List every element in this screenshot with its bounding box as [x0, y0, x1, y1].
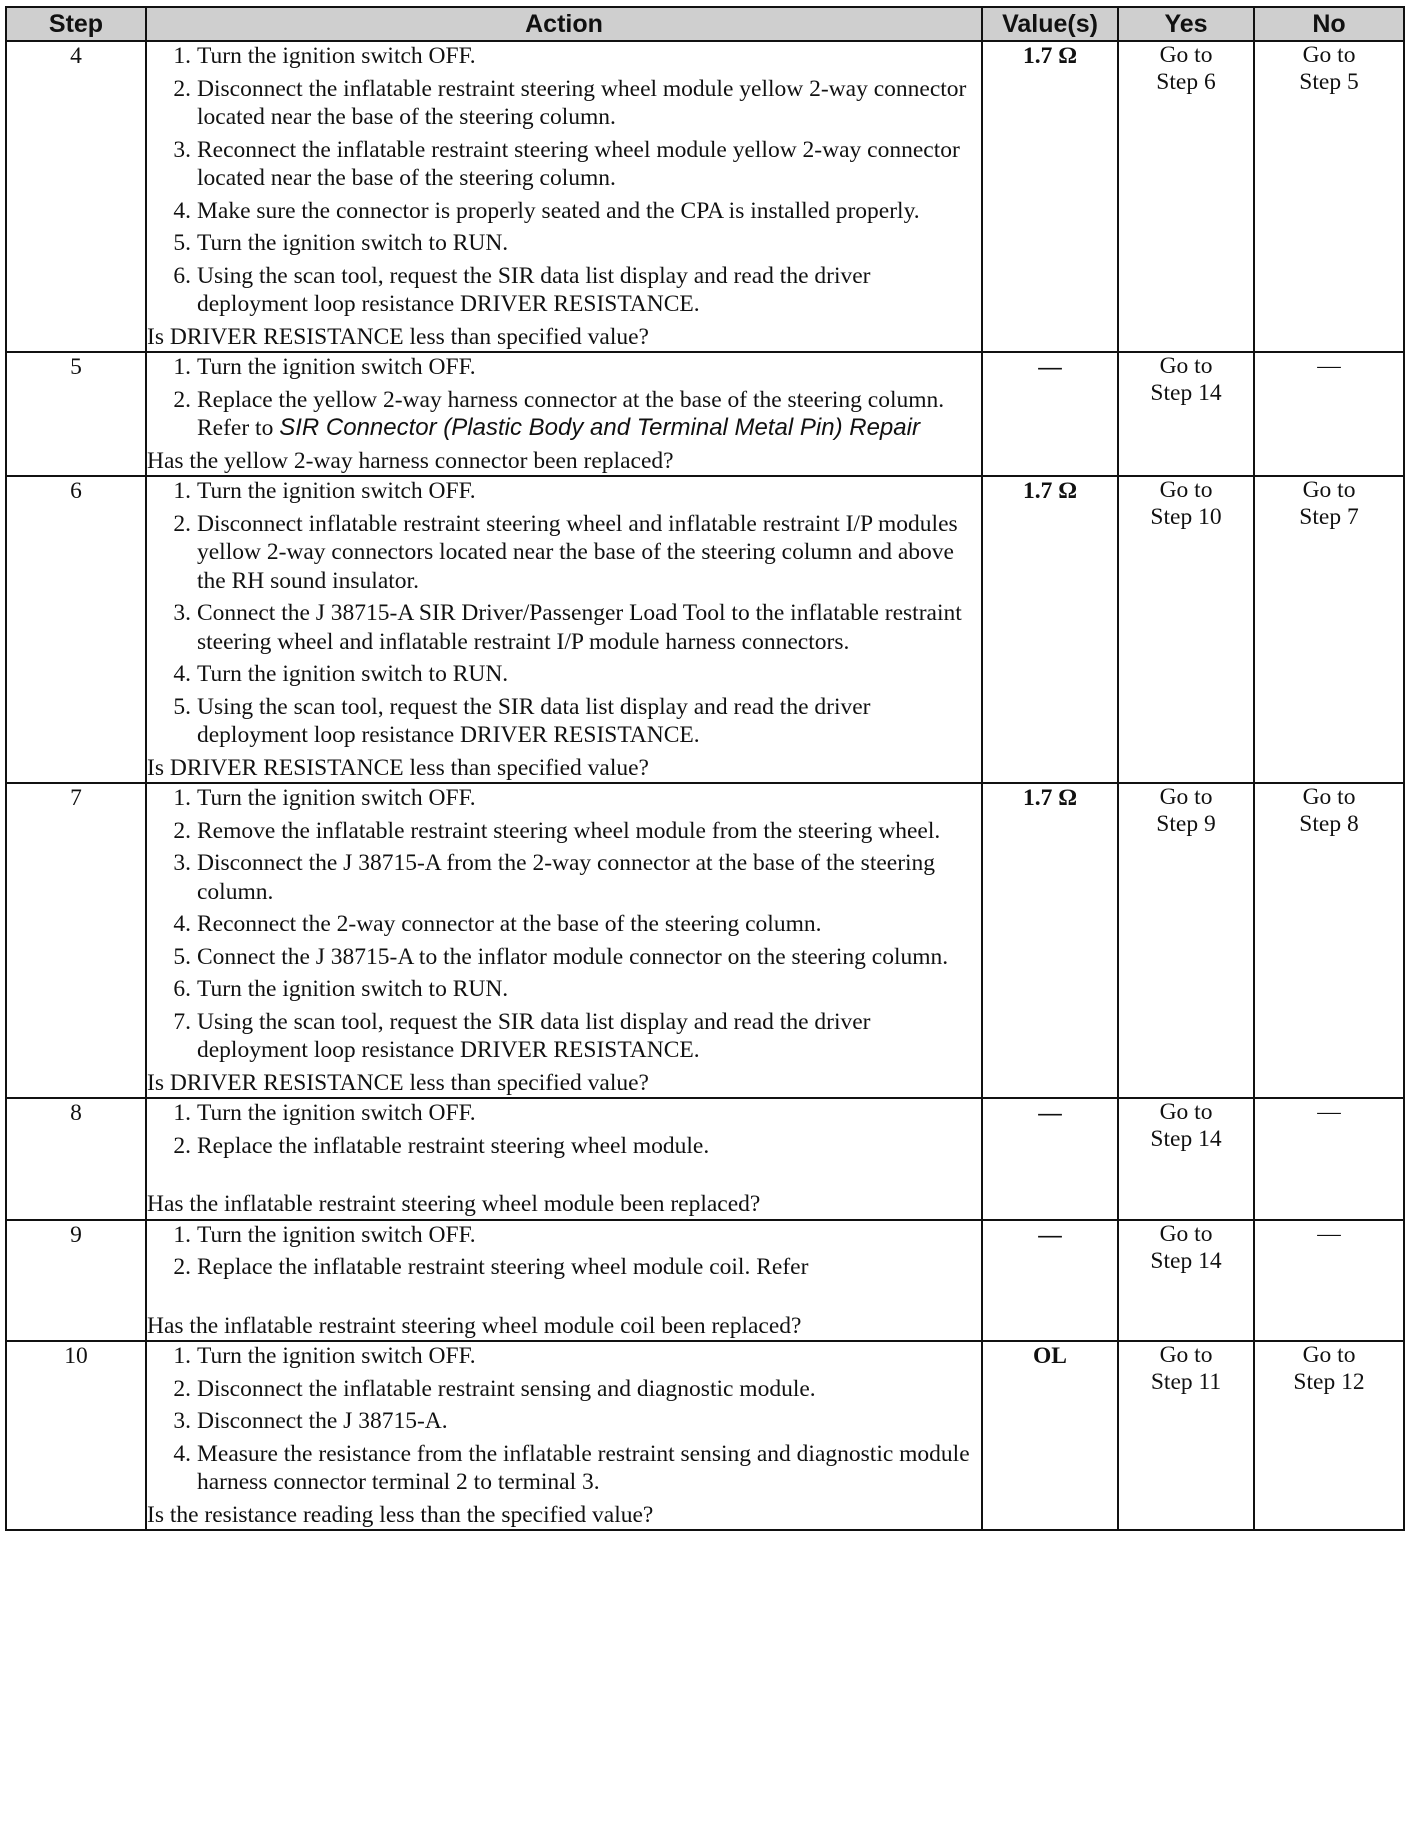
no-result: [1255, 1099, 1403, 1126]
action-item-text: Make sure the connector is properly seated and the CPA is installed properly.: [197, 197, 920, 224]
action-item-text: Measure the resistance from the inflatable restraint sensing and diagnostic module harness connector terminal 2 to terminal 3.: [197, 1440, 970, 1495]
yes-cell: [1118, 352, 1254, 476]
step-question: Has the inflatable restraint steering wheel module been replaced?: [147, 1191, 761, 1217]
action-item-number: 3.: [173, 600, 191, 626]
reference-link[interactable]: SIR Connector (Plastic Body and Terminal Metal Pin) Repair: [279, 414, 920, 441]
value-cell: [982, 783, 1118, 1098]
no-cell: [1254, 1220, 1404, 1342]
action-item-text: Turn the ignition switch OFF.: [197, 1100, 476, 1126]
step-number: 5: [6, 352, 146, 476]
step-question: Is DRIVER RESISTANCE less than specified value?: [147, 754, 649, 781]
action-item: [147, 197, 981, 226]
action-cell: [146, 352, 982, 476]
yes-result-line-2: Step 11: [1150, 1369, 1222, 1395]
action-item-number: 5.: [173, 943, 191, 970]
action-item-number: 1.: [173, 43, 191, 69]
no-cell: [1254, 1098, 1404, 1220]
action-item-text: Replace the yellow 2-way harness connector at the base of the steering column. Refer to: [197, 386, 945, 441]
action-list: [147, 1099, 981, 1160]
action-item-text: Turn the ignition switch OFF.: [197, 1221, 476, 1248]
no-cell: [1254, 476, 1404, 783]
yes-result-line-2: Step 10: [1150, 504, 1222, 530]
no-result-line-2: Step 5: [1299, 69, 1359, 95]
yes-result-line-2: Step 6: [1156, 69, 1216, 95]
action-list: [147, 42, 981, 319]
table-row: [6, 476, 1404, 783]
action-item: [147, 1132, 981, 1161]
step-number: 6: [6, 476, 146, 783]
action-item-text: Using the scan tool, request the SIR data list display and read the driver deployment loop resistance DRIVER RESISTANCE.: [197, 262, 871, 317]
value-cell: [982, 1098, 1118, 1220]
yes-result: [1119, 477, 1253, 531]
yes-cell: [1118, 476, 1254, 783]
action-item: [147, 510, 981, 596]
action-item: [147, 1221, 981, 1250]
yes-cell: [1118, 783, 1254, 1098]
step-number: 9: [6, 1220, 146, 1342]
action-item-text: Turn the ignition switch to RUN.: [197, 230, 509, 256]
no-result: [1255, 42, 1403, 96]
action-item-number: 1.: [173, 354, 191, 380]
specified-value: 1.7 Ω: [1022, 785, 1078, 811]
specified-value: —: [1038, 354, 1062, 380]
action-item: [147, 849, 981, 906]
no-result: [1255, 1221, 1403, 1248]
action-item-number: 2.: [173, 510, 191, 537]
no-result-line-1: —: [1317, 1220, 1341, 1247]
action-cell: [146, 1098, 982, 1220]
yes-result-line-2: Step 14: [1150, 1247, 1222, 1274]
no-cell: [1254, 41, 1404, 352]
header-step: Step: [6, 7, 146, 41]
action-item: [147, 1253, 981, 1282]
header-action: Action: [146, 7, 982, 41]
yes-cell: [1118, 1098, 1254, 1220]
action-item-text: Using the scan tool, request the SIR data list display and read the driver deployment loop resistance DRIVER RESISTANCE.: [197, 693, 871, 748]
action-item-number: 6.: [173, 262, 191, 289]
no-result-line-1: Go to: [1302, 1342, 1356, 1368]
action-item-text: Turn the ignition switch to RUN.: [197, 976, 509, 1002]
action-item: [147, 910, 981, 939]
value-cell: [982, 352, 1118, 476]
specified-value: 1.7 Ω: [1022, 43, 1078, 69]
table-row: [6, 783, 1404, 1098]
action-item-text: Turn the ignition switch OFF.: [197, 43, 476, 69]
action-item-number: 4.: [173, 661, 191, 687]
action-item: [147, 1440, 981, 1497]
action-item-text: Reconnect the inflatable restraint steering wheel module yellow 2-way connector located near the base of the steering column.: [197, 136, 960, 191]
action-item: [147, 784, 981, 813]
step-question: Is the resistance reading less than the specified value?: [147, 1501, 654, 1528]
action-item-text: Remove the inflatable restraint steering wheel module from the steering wheel.: [197, 817, 941, 844]
action-item-text: Turn the ignition switch OFF.: [197, 785, 476, 811]
no-result-line-1: Go to: [1302, 477, 1356, 503]
step-question: Has the yellow 2-way harness connector been replaced?: [147, 447, 674, 474]
no-result: [1255, 1342, 1403, 1396]
action-item: [147, 75, 981, 132]
action-item-number: 2.: [173, 75, 191, 102]
action-cell: [146, 476, 982, 783]
action-item-text: Using the scan tool, request the SIR data list display and read the driver deployment loop resistance DRIVER RESISTANCE.: [197, 1008, 871, 1063]
value-cell: [982, 476, 1118, 783]
table-row: [6, 41, 1404, 352]
diagnostic-procedure-document: [5, 6, 1403, 1531]
yes-result-line-1: Go to: [1159, 1099, 1213, 1125]
table-row: [6, 1220, 1404, 1342]
specified-value: —: [1038, 1221, 1062, 1248]
action-item: [147, 1008, 981, 1065]
action-item-text: Replace the inflatable restraint steering wheel module.: [197, 1132, 710, 1159]
action-item-text: Turn the ignition switch OFF.: [197, 478, 476, 504]
action-item-number: 3.: [173, 136, 191, 163]
action-item-text: Disconnect the J 38715-A.: [197, 1408, 448, 1434]
action-item-number: 5.: [173, 230, 191, 256]
no-result-line-1: —: [1317, 1099, 1341, 1125]
no-result: [1255, 353, 1403, 380]
action-item: [147, 817, 981, 846]
no-result: [1255, 784, 1403, 838]
yes-result-line-1: Go to: [1159, 477, 1213, 503]
no-cell: [1254, 783, 1404, 1098]
action-item: [147, 229, 981, 258]
action-item-text: Disconnect the J 38715-A from the 2-way connector at the base of the steering column.: [197, 850, 936, 905]
action-item-text: Turn the ignition switch OFF.: [197, 1343, 476, 1369]
action-item-number: 3.: [173, 1408, 191, 1434]
header-no: No: [1254, 7, 1404, 41]
header-yes: Yes: [1118, 7, 1254, 41]
yes-result: [1119, 1221, 1253, 1275]
yes-result: [1119, 353, 1253, 407]
no-result-line-2: Step 7: [1299, 504, 1359, 530]
value-cell: [982, 1220, 1118, 1342]
action-item-number: 2.: [173, 817, 191, 844]
action-item-text: Connect the J 38715-A SIR Driver/Passenger Load Tool to the inflatable restraint steering wheel and inflatable restraint I/P module harness connectors.: [197, 600, 962, 655]
yes-result-line-1: Go to: [1159, 1342, 1213, 1368]
table-row: [6, 1098, 1404, 1220]
yes-result-line-1: Go to: [1159, 42, 1213, 68]
yes-cell: [1118, 1341, 1254, 1530]
action-cell: [146, 1220, 982, 1342]
yes-cell: [1118, 1220, 1254, 1342]
action-cell: [146, 1341, 982, 1530]
action-item-text: Disconnect the inflatable restraint sensing and diagnostic module.: [197, 1375, 816, 1402]
action-item: [147, 262, 981, 319]
action-item-number: 5.: [173, 693, 191, 720]
action-item: [147, 975, 981, 1004]
no-result-line-1: Go to: [1302, 784, 1356, 810]
action-item: [147, 1375, 981, 1404]
yes-result-line-1: Go to: [1159, 1220, 1213, 1247]
action-item: [147, 599, 981, 656]
step-number: 10: [6, 1341, 146, 1530]
action-list: [147, 1342, 981, 1497]
action-item: [147, 660, 981, 689]
action-item-number: 2.: [173, 1254, 191, 1280]
no-result-line-2: Step 12: [1293, 1369, 1365, 1395]
yes-result-line-2: Step 14: [1150, 1126, 1222, 1152]
yes-result: [1119, 42, 1253, 96]
action-item-number: 4.: [173, 1440, 191, 1467]
yes-result: [1119, 1099, 1253, 1153]
value-cell: [982, 41, 1118, 352]
no-result: [1255, 477, 1403, 531]
step-number: 8: [6, 1098, 146, 1220]
step-question: Has the inflatable restraint steering wheel module coil been replaced?: [147, 1312, 802, 1339]
no-result-line-1: —: [1317, 353, 1341, 379]
no-result-line-1: Go to: [1302, 42, 1356, 68]
action-cell: [146, 783, 982, 1098]
action-list: [147, 477, 981, 750]
action-item-text: Disconnect the inflatable restraint steering wheel module yellow 2-way connector located near the base of the steering column.: [197, 75, 967, 130]
action-item-number: 2.: [173, 386, 191, 413]
action-item-number: 1.: [173, 1221, 191, 1248]
table-row: [6, 1341, 1404, 1530]
action-list: [147, 353, 981, 443]
action-list: [147, 784, 981, 1065]
action-item-number: 1.: [173, 478, 191, 504]
header-values: Value(s): [982, 7, 1118, 41]
action-item-number: 3.: [173, 850, 191, 876]
action-item-number: 1.: [173, 1100, 191, 1126]
action-item: [147, 386, 981, 443]
specified-value: OL: [1033, 1343, 1067, 1369]
action-item-text: Replace the inflatable restraint steering wheel module coil. Refer: [197, 1254, 809, 1280]
yes-result-line-1: Go to: [1159, 353, 1213, 379]
action-item-text: Reconnect the 2-way connector at the base of the steering column.: [197, 911, 822, 937]
action-item-text: Turn the ignition switch OFF.: [197, 354, 476, 380]
yes-result-line-2: Step 14: [1150, 380, 1222, 406]
value-cell: [982, 1341, 1118, 1530]
action-item: [147, 1342, 981, 1371]
action-item-text: Connect the J 38715-A to the inflator module connector on the steering column.: [197, 943, 949, 970]
step-number: 7: [6, 783, 146, 1098]
yes-cell: [1118, 41, 1254, 352]
action-item-number: 6.: [173, 976, 191, 1002]
action-list: [147, 1221, 981, 1282]
specified-value: —: [1038, 1100, 1062, 1126]
action-item-number: 2.: [173, 1375, 191, 1402]
specified-value: 1.7 Ω: [1022, 478, 1078, 504]
yes-result-line-2: Step 9: [1156, 811, 1216, 837]
action-item-number: 4.: [173, 197, 191, 224]
table-row: [6, 352, 1404, 476]
action-item-number: 4.: [173, 911, 191, 937]
action-item: [147, 477, 981, 506]
action-item: [147, 353, 981, 382]
action-item-number: 7.: [173, 1008, 191, 1035]
action-item-number: 1.: [173, 1343, 191, 1369]
yes-result: [1119, 784, 1253, 838]
step-question: Is DRIVER RESISTANCE less than specified value?: [147, 323, 649, 350]
table-body: [6, 41, 1404, 1530]
action-item-number: 1.: [173, 785, 191, 811]
action-item: [147, 943, 981, 972]
action-item-text: Disconnect inflatable restraint steering wheel and inflatable restraint I/P modules yellow 2-way connectors located near the base of the steering column and above the RH sound insulator.: [197, 510, 958, 594]
action-item: [147, 1407, 981, 1436]
yes-result-line-1: Go to: [1159, 784, 1213, 810]
step-number: 4: [6, 41, 146, 352]
yes-result: [1119, 1342, 1253, 1396]
no-cell: [1254, 352, 1404, 476]
table-header-row: [6, 7, 1404, 41]
action-item-text: Turn the ignition switch to RUN.: [197, 661, 509, 687]
action-item-number: 2.: [173, 1132, 191, 1159]
action-item: [147, 42, 981, 71]
no-result-line-2: Step 8: [1299, 811, 1359, 837]
action-cell: [146, 41, 982, 352]
action-item: [147, 693, 981, 750]
action-item: [147, 136, 981, 193]
no-cell: [1254, 1341, 1404, 1530]
diagnostic-table: [5, 6, 1405, 1531]
action-item: [147, 1099, 981, 1128]
step-question: Is DRIVER RESISTANCE less than specified value?: [147, 1069, 649, 1096]
